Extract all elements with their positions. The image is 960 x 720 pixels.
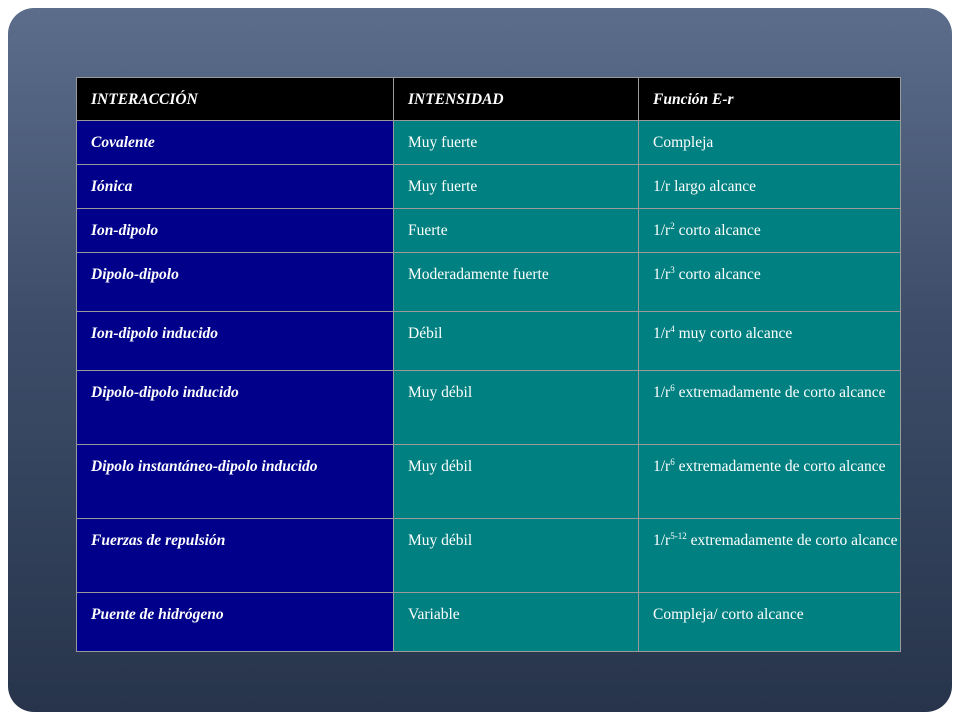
cell-intensidad: Variable xyxy=(394,593,639,652)
funcion-text: 1/r xyxy=(653,266,671,283)
funcion-text: Compleja/ corto alcance xyxy=(653,606,804,623)
cell-funcion xyxy=(639,312,901,371)
funcion-text: 1/r xyxy=(653,222,671,239)
cell-interaccion: Covalente xyxy=(77,121,394,165)
header-funcion: Función E-r xyxy=(639,78,901,121)
table-row xyxy=(77,445,901,519)
cell-funcion xyxy=(639,165,901,209)
cell-intensidad: Muy fuerte xyxy=(394,165,639,209)
funcion-exponent: 6 xyxy=(670,383,675,393)
slide-background xyxy=(8,8,952,712)
funcion-text-rest: extremadamente de corto alcance xyxy=(674,458,886,475)
cell-intensidad: Muy débil xyxy=(394,371,639,445)
cell-interaccion: Ion-dipolo xyxy=(77,209,394,253)
table-row xyxy=(77,371,901,445)
cell-intensidad: Débil xyxy=(394,312,639,371)
table-row xyxy=(77,593,901,652)
funcion-text-rest: corto alcance xyxy=(674,266,761,283)
table-row xyxy=(77,253,901,312)
table-row xyxy=(77,209,901,253)
header-intensidad: INTENSIDAD xyxy=(394,78,639,121)
funcion-exponent: 6 xyxy=(670,457,675,467)
cell-intensidad: Fuerte xyxy=(394,209,639,253)
funcion-text-rest: corto alcance xyxy=(674,222,761,239)
cell-funcion xyxy=(639,253,901,312)
cell-funcion xyxy=(639,209,901,253)
funcion-text: 1/r xyxy=(653,325,671,342)
cell-funcion xyxy=(639,593,901,652)
cell-interaccion: Dipolo instantáneo-dipolo inducido xyxy=(77,445,394,519)
table-row xyxy=(77,121,901,165)
funcion-text: 1/r largo alcance xyxy=(653,178,756,195)
cell-intensidad: Muy fuerte xyxy=(394,121,639,165)
funcion-exponent: 3 xyxy=(670,265,675,275)
cell-interaccion: Fuerzas de repulsión xyxy=(77,519,394,593)
cell-interaccion: Puente de hidrógeno xyxy=(77,593,394,652)
cell-interaccion: Dipolo-dipolo xyxy=(77,253,394,312)
funcion-text: 1/r xyxy=(653,458,671,475)
funcion-text-rest: extremadamente de corto alcance xyxy=(686,532,898,549)
cell-interaccion: Dipolo-dipolo inducido xyxy=(77,371,394,445)
cell-funcion xyxy=(639,519,901,593)
table-header-row xyxy=(77,78,901,121)
funcion-text: Compleja xyxy=(653,134,714,151)
funcion-text-rest: extremadamente de corto alcance xyxy=(674,384,886,401)
table-row xyxy=(77,165,901,209)
cell-intensidad: Moderadamente fuerte xyxy=(394,253,639,312)
cell-interaccion: Iónica xyxy=(77,165,394,209)
cell-funcion xyxy=(639,445,901,519)
cell-intensidad: Muy débil xyxy=(394,445,639,519)
table-row xyxy=(77,312,901,371)
header-interaccion: INTERACCIÓN xyxy=(77,78,394,121)
funcion-text: 1/r xyxy=(653,384,671,401)
funcion-exponent: 4 xyxy=(670,324,675,334)
cell-funcion xyxy=(639,121,901,165)
funcion-text-rest: muy corto alcance xyxy=(674,325,793,342)
cell-funcion xyxy=(639,371,901,445)
funcion-exponent: 5-12 xyxy=(670,531,687,541)
cell-interaccion: Ion-dipolo inducido xyxy=(77,312,394,371)
table-row xyxy=(77,519,901,593)
funcion-text: 1/r xyxy=(653,532,671,549)
funcion-exponent: 2 xyxy=(670,221,675,231)
cell-intensidad: Muy débil xyxy=(394,519,639,593)
interactions-table xyxy=(76,77,901,652)
